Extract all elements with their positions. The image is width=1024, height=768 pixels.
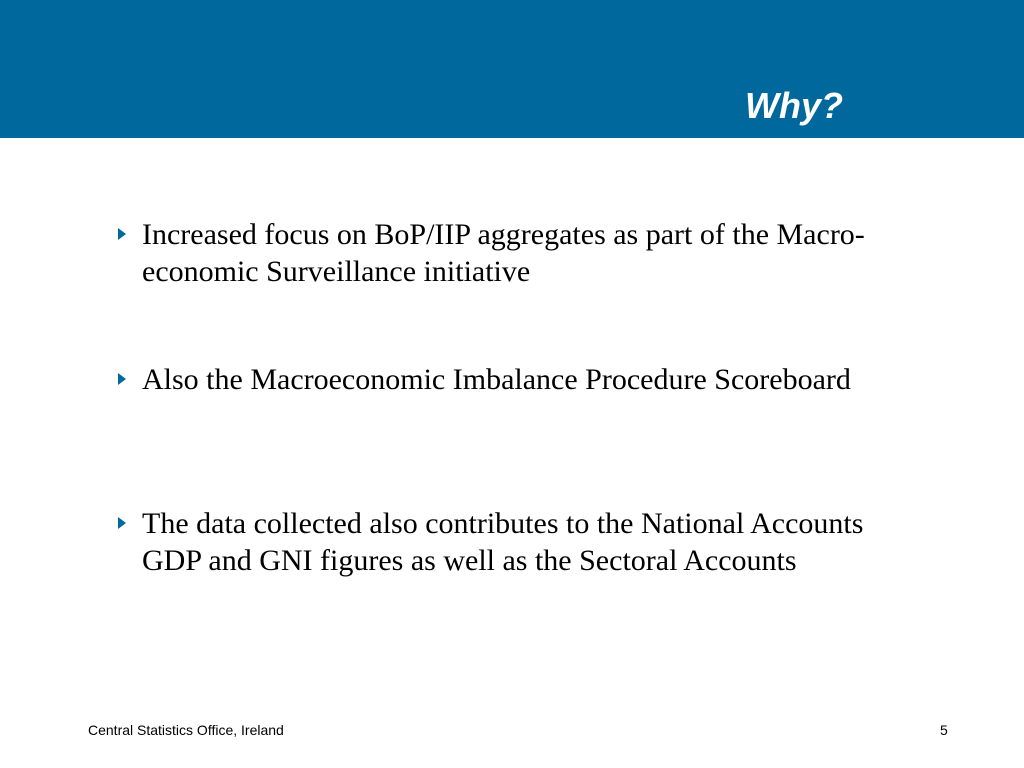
bullet-text: Also the Macroeconomic Imbalance Procedure Scoreboard bbox=[142, 363, 851, 396]
page-number: 5 bbox=[940, 722, 948, 738]
footer-source: Central Statistics Office, Ireland bbox=[88, 722, 284, 738]
triangle-right-icon bbox=[118, 517, 126, 529]
bullet-text: Increased focus on BoP/IIP aggregates as part of the Macro-economic Surveillance initiative bbox=[142, 218, 865, 288]
bullet-text: The data collected also contributes to the National Accounts GDP and GNI figures as well as the Sectoral Accounts bbox=[142, 507, 864, 577]
slide-title: Why? bbox=[745, 85, 843, 126]
triangle-right-icon bbox=[118, 373, 126, 385]
header-band bbox=[0, 0, 1024, 138]
triangle-right-icon bbox=[118, 228, 126, 240]
